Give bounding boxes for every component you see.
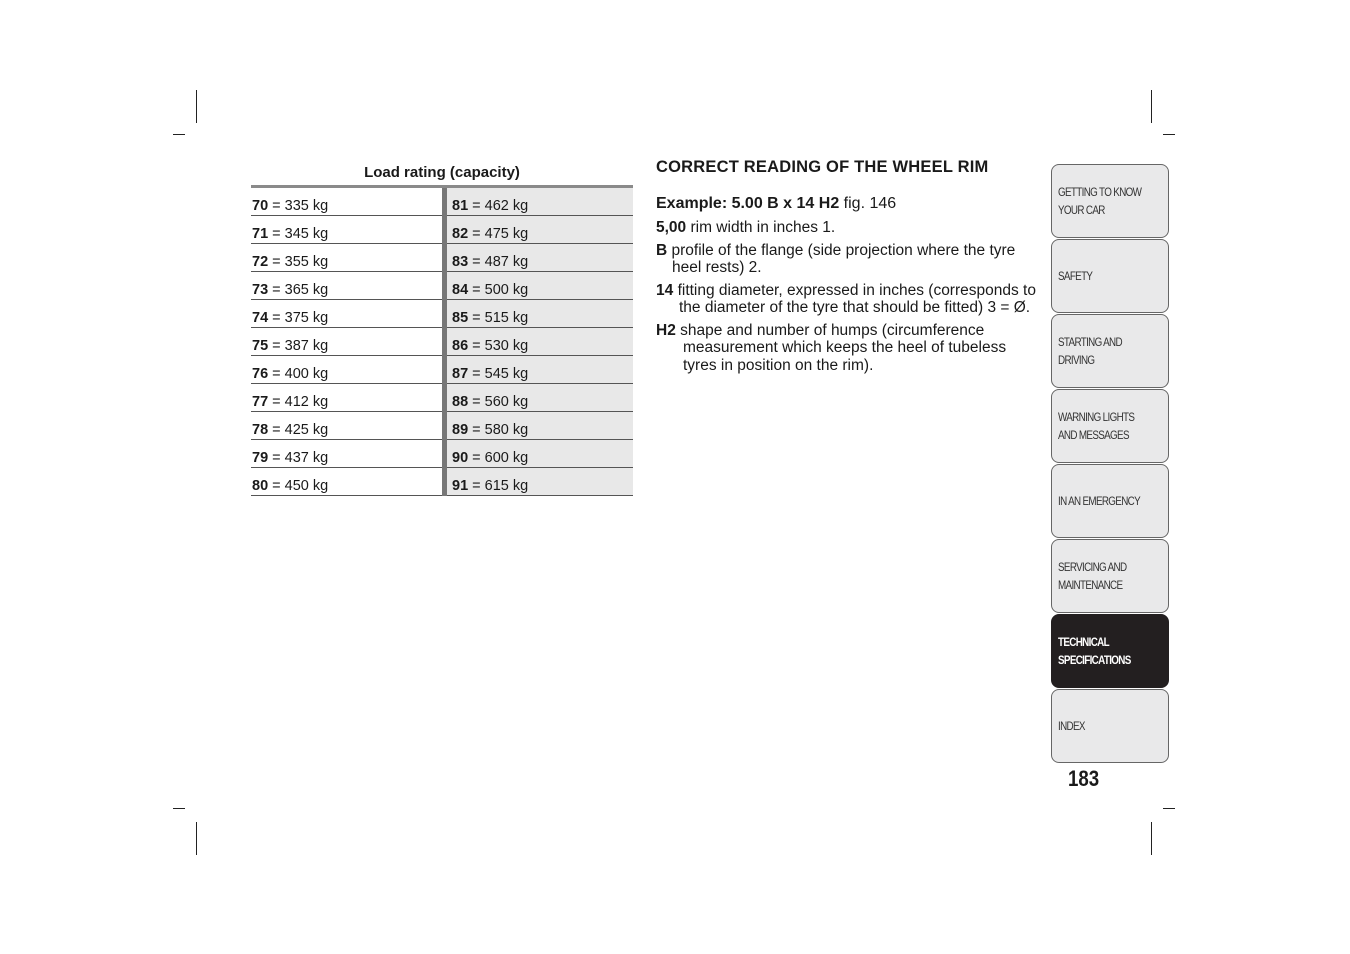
definition-term: B: [656, 241, 668, 259]
load-value: = 560 kg: [472, 394, 529, 410]
load-index: 74: [252, 310, 269, 326]
load-value: = 545 kg: [472, 366, 529, 382]
table-cell: [251, 300, 442, 328]
definition-item: [656, 322, 1041, 375]
definition-text: profile of the flange (side projection where the tyre heel rests) 2.: [671, 241, 1016, 276]
chapter-tab[interactable]: [1051, 164, 1169, 238]
chapter-tab[interactable]: [1051, 239, 1169, 313]
load-value: = 355 kg: [272, 254, 329, 270]
table-cell: [251, 328, 442, 356]
table-row: [251, 468, 633, 496]
definition-text: fitting diameter, expressed in inches (corresponds to the diameter of the tyre that should be fitted) 3 = Ø.: [677, 281, 1036, 316]
load-index: 78: [252, 422, 269, 438]
table-row: [251, 300, 633, 328]
table-cell: [251, 187, 442, 216]
load-index: 87: [452, 366, 469, 382]
table-cell: [251, 356, 442, 384]
definition-list: [656, 219, 1041, 379]
crop-mark: [173, 808, 185, 809]
definition-item: [656, 242, 1041, 277]
table-cell: [447, 300, 633, 328]
load-index: 71: [252, 226, 269, 242]
load-index: 82: [452, 226, 469, 242]
load-value: = 450 kg: [272, 478, 329, 494]
table-row: [251, 244, 633, 272]
chapter-tab-label: IN AN EMERGENCY: [1058, 494, 1141, 508]
table-row: [251, 440, 633, 468]
load-index: 72: [252, 254, 269, 270]
table-cell: [251, 440, 442, 468]
chapter-tab-label: GETTING TO KNOW YOUR CAR: [1058, 185, 1142, 217]
chapter-tab[interactable]: [1051, 314, 1169, 388]
crop-mark: [1163, 808, 1175, 809]
example-label: Example: 5.00 B x 14 H2: [656, 195, 840, 212]
table-cell: [251, 384, 442, 412]
load-value: = 425 kg: [272, 422, 329, 438]
load-index: 76: [252, 366, 269, 382]
definition-term: 5,00: [656, 219, 687, 236]
load-value: = 600 kg: [472, 450, 529, 466]
load-index: 90: [452, 450, 469, 466]
table-cell: [447, 272, 633, 300]
chapter-tab[interactable]: [1051, 539, 1169, 613]
crop-mark: [1163, 134, 1175, 135]
table-cell: [447, 244, 633, 272]
crop-mark: [196, 90, 197, 123]
definition-term: 14: [656, 281, 674, 299]
load-index: 81: [452, 198, 469, 214]
table-cell: [447, 216, 633, 244]
crop-mark: [173, 134, 185, 135]
load-value: = 345 kg: [272, 226, 329, 242]
load-index: 83: [452, 254, 469, 270]
table-cell: [447, 384, 633, 412]
table-row: [251, 216, 633, 244]
definition-term: H2: [656, 321, 676, 339]
table-cell: [251, 412, 442, 440]
table-cell: [251, 468, 442, 496]
definition-item: [656, 219, 1041, 237]
load-index: 70: [252, 198, 269, 214]
table-cell: [447, 328, 633, 356]
load-index: 86: [452, 338, 469, 354]
table-cell: [251, 272, 442, 300]
table-row: [251, 412, 633, 440]
load-value: = 500 kg: [472, 282, 529, 298]
table-cell: [251, 216, 442, 244]
load-value: = 580 kg: [472, 422, 529, 438]
chapter-tab-label: SAFETY: [1058, 269, 1093, 283]
load-value: = 487 kg: [472, 254, 529, 270]
load-value: = 475 kg: [472, 226, 529, 242]
load-value: = 387 kg: [272, 338, 329, 354]
load-rating-table: [251, 185, 633, 496]
chapter-tab[interactable]: [1051, 614, 1169, 688]
table-body: [251, 187, 633, 496]
table-cell: [447, 356, 633, 384]
load-value: = 615 kg: [472, 478, 529, 494]
load-value: = 530 kg: [472, 338, 529, 354]
load-value: = 375 kg: [272, 310, 329, 326]
load-value: = 400 kg: [272, 366, 329, 382]
load-index: 79: [252, 450, 269, 466]
chapter-tab-label: SERVICING AND MAINTENANCE: [1058, 560, 1127, 592]
table-row: [251, 272, 633, 300]
load-index: 80: [252, 478, 269, 494]
page-number: 183: [1068, 766, 1100, 791]
table-cell: [447, 440, 633, 468]
table-title: Load rating (capacity): [364, 164, 520, 181]
chapter-tab-label: WARNING LIGHTS AND MESSAGES: [1058, 410, 1135, 442]
table-row: [251, 384, 633, 412]
load-value: = 437 kg: [272, 450, 329, 466]
chapter-tab-label: TECHNICAL SPECIFICATIONS: [1058, 635, 1131, 667]
definition-item: [656, 282, 1041, 317]
chapter-tab[interactable]: [1051, 389, 1169, 463]
load-index: 85: [452, 310, 469, 326]
load-value: = 515 kg: [472, 310, 529, 326]
table-row: [251, 328, 633, 356]
load-index: 84: [452, 282, 469, 298]
crop-mark: [1151, 822, 1152, 855]
chapter-tab[interactable]: [1051, 464, 1169, 538]
load-value: = 365 kg: [272, 282, 329, 298]
chapter-tab-label: INDEX: [1058, 719, 1085, 733]
crop-mark: [1151, 90, 1152, 123]
table-row: [251, 356, 633, 384]
table-cell: [251, 244, 442, 272]
load-index: 91: [452, 478, 469, 494]
definition-text: rim width in inches 1.: [690, 219, 836, 236]
table-cell: [447, 187, 633, 216]
chapter-tabs: [1051, 164, 1169, 764]
chapter-tab[interactable]: [1051, 689, 1169, 763]
definition-text: shape and number of humps (circumference measurement which keeps the heel of tubeless tyres in position on the rim).: [680, 321, 1007, 374]
table-cell: [447, 412, 633, 440]
load-index: 75: [252, 338, 269, 354]
load-index: 88: [452, 394, 469, 410]
load-value: = 412 kg: [272, 394, 329, 410]
figure-reference: fig. 146: [843, 195, 897, 212]
chapter-tab-label: STARTING AND DRIVING: [1058, 335, 1122, 367]
load-value: = 462 kg: [472, 198, 529, 214]
section-title: CORRECT READING OF THE WHEEL RIM: [656, 158, 989, 176]
table-row: [251, 187, 633, 216]
load-value: = 335 kg: [272, 198, 329, 214]
example-line: [656, 195, 896, 213]
table-cell: [447, 468, 633, 496]
load-index: 89: [452, 422, 469, 438]
crop-mark: [196, 822, 197, 855]
load-index: 73: [252, 282, 269, 298]
load-index: 77: [252, 394, 269, 410]
